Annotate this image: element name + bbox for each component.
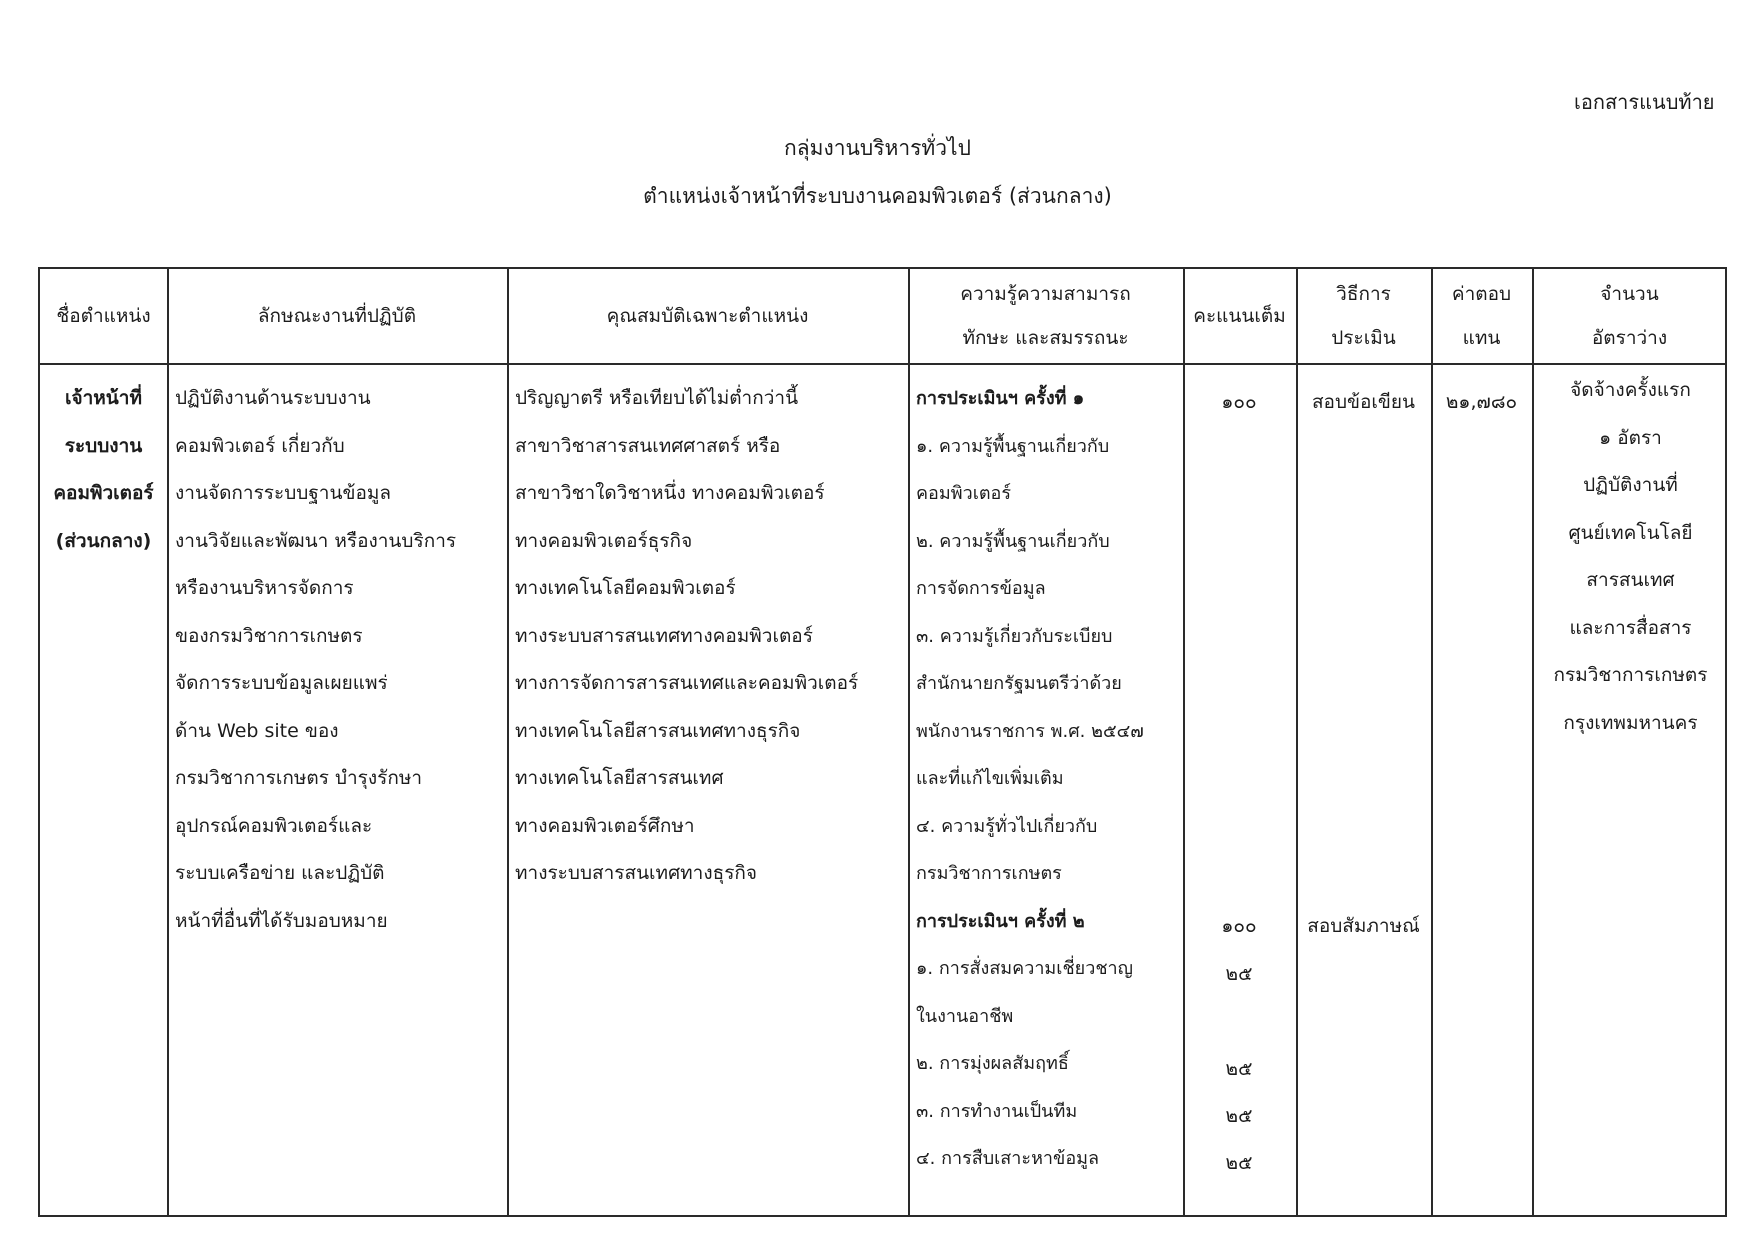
cell-job-description: ปฏิบัติงานด้านระบบงาน คอมพิวเตอร์ เกี่ยวกับ งานจัดการระบบฐานข้อมูล งานวิจัยและพัฒนา หรืองานบริการ หรืองานบริหารจัดการ ของกรมวิชาการเกษตร จัดการระบบข้อมูลเผยแพร่ ด้าน Web site ของ กรมวิชาการเกษตร บำรุงรักษา อุปกรณ์คอมพิวเตอร์และ ระบบเครือข่าย และปฏิบัติ หน้าที่อื่นที่ได้รับมอบหมาย — [175, 387, 457, 932]
document-title: กลุ่มงานบริหารทั่วไป — [784, 136, 971, 160]
header-position-name: ชื่อตำแหน่ง — [56, 305, 151, 327]
header-full-score: คะแนนเต็ม — [1193, 305, 1286, 327]
header-divider — [40, 363, 1725, 365]
score-round2-total: ๑๐๐ — [1221, 915, 1257, 937]
score-round2-item4: ๒๕ — [1225, 1152, 1253, 1174]
score-round2-item2: ๒๕ — [1225, 1058, 1253, 1080]
method-round2: สอบสัมภาษณ์ — [1307, 915, 1420, 937]
column-divider — [167, 269, 169, 1215]
cell-knowledge-skills: การประเมินฯ ครั้งที่ ๑ ๑. ความรู้พื้นฐานเกี่ยวกับ คอมพิวเตอร์ ๒. ความรู้พื้นฐานเกี่ยวกับ การจัดการข้อมูล ๓. ความรู้เกี่ยวกับระเบียบ สำนักนายกรัฐมนตรีว่าด้วย พนักงานราชการ พ.ศ. ๒๕๔๗ และที่แก้ไขเพิ่มเติม ๔. ความรู้ทั่วไปเกี่ยวกับ กรมวิชาการเกษตร การประเมินฯ ครั้งที่ ๒ ๑. การสั่งสมความเชี่ยวชาญ ในงานอาชีพ ๒. การมุ่งผลสัมฤทธิ์ ๓. การทำงานเป็นทีม ๔. การสืบเสาะหาข้อมูล — [916, 388, 1144, 1169]
compensation-value: ๒๑,๗๘๐ — [1445, 391, 1518, 413]
method-round1: สอบข้อเขียน — [1311, 391, 1416, 413]
score-round2-item3: ๒๕ — [1225, 1105, 1253, 1127]
header-job-description: ลักษณะงานที่ปฏิบัติ — [257, 305, 417, 327]
position-table — [38, 267, 1727, 1217]
header-knowledge: ความรู้ความสามารถ ทักษะ และสมรรถนะ — [960, 283, 1131, 349]
header-compensation: ค่าตอบ แทน — [1451, 283, 1512, 349]
cell-position-name: เจ้าหน้าที่ ระบบงาน คอมพิวเตอร์ (ส่วนกลาง) — [53, 387, 154, 552]
header-qualifications: คุณสมบัติเฉพาะตำแหน่ง — [606, 305, 809, 327]
column-divider — [507, 269, 509, 1215]
header-vacancy: จำนวน อัตราว่าง — [1591, 283, 1668, 349]
document-subtitle: ตำแหน่งเจ้าหน้าที่ระบบงานคอมพิวเตอร์ (ส่วนกลาง) — [643, 184, 1112, 208]
score-round1-total: ๑๐๐ — [1221, 391, 1257, 413]
column-divider — [908, 269, 910, 1215]
header-assessment-method: วิธีการ ประเมิน — [1331, 283, 1396, 349]
cell-qualifications: ปริญญาตรี หรือเทียบได้ไม่ต่ำกว่านี้ สาขาวิชาสารสนเทศศาสตร์ หรือ สาขาวิชาใดวิชาหนึ่ง ทางคอมพิวเตอร์ ทางคอมพิวเตอร์ธุรกิจ ทางเทคโนโลยีคอมพิวเตอร์ ทางระบบสารสนเทศทางคอมพิวเตอร์ ทางการจัดการสารสนเทศและคอมพิวเตอร์ ทางเทคโนโลยีสารสนเทศทางธุรกิจ ทางเทคโนโลยีสารสนเทศ ทางคอมพิวเตอร์ศึกษา ทางระบบสารสนเทศทางธุรกิจ — [515, 387, 859, 884]
attachment-label: เอกสารแนบท้าย — [1574, 90, 1715, 114]
cell-vacancy-details: จัดจ้างครั้งแรก ๑ อัตรา ปฏิบัติงานที่ ศูนย์เทคโนโลยี สารสนเทศ และการสื่อสาร กรมวิชาการเกษตร กรุงเทพมหานคร — [1553, 379, 1708, 734]
score-round2-item1: ๒๕ — [1225, 963, 1253, 985]
